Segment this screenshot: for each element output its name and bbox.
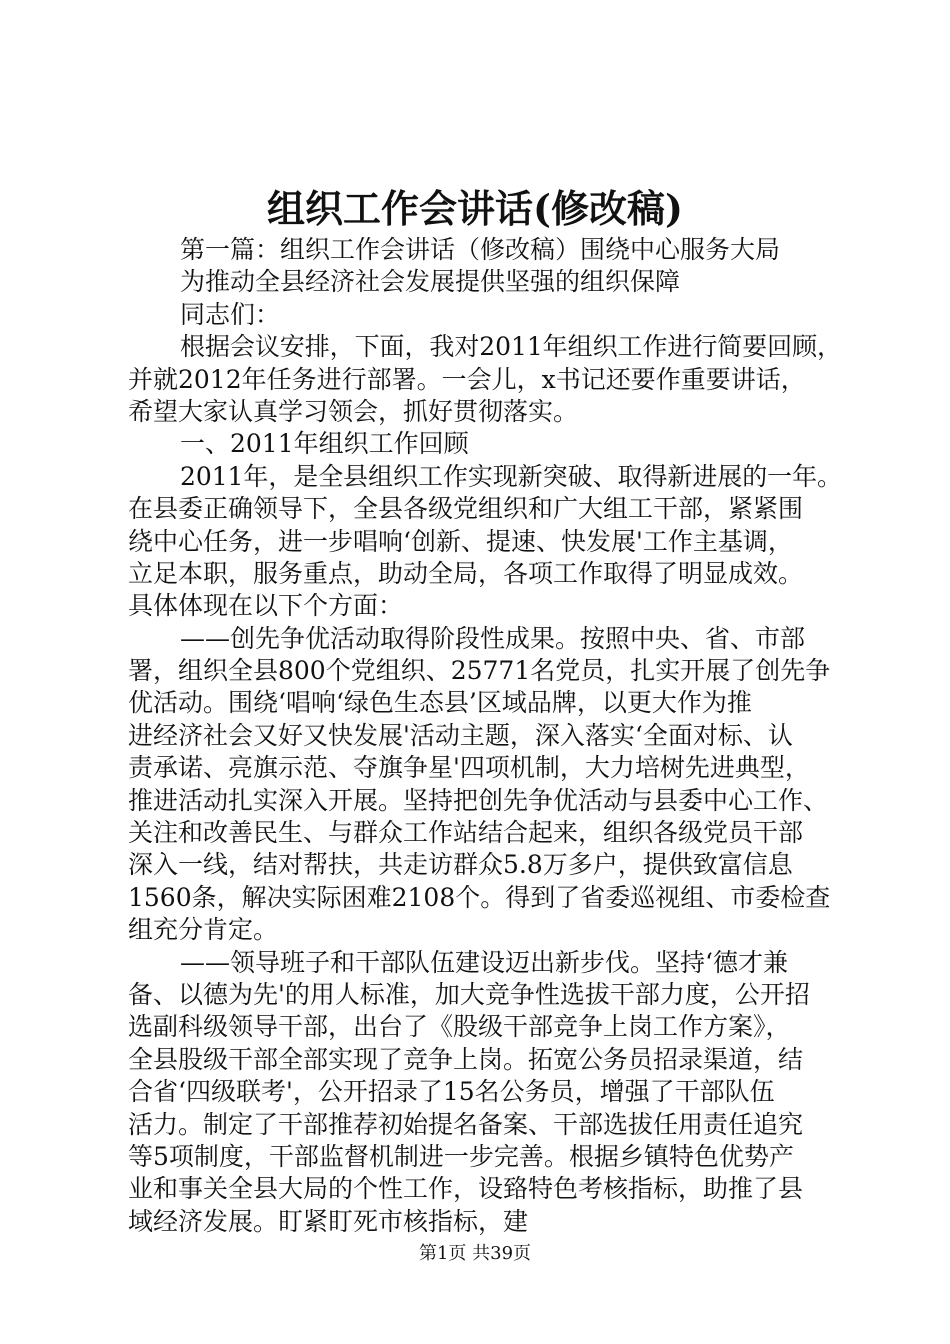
body-line: 责承诺、亮旗示范、夺旗争星'四项机制，大力培树先进典型， [128, 753, 810, 783]
body-line: 并就2012年任务进行部署。一会儿，x书记还要作重要讲话， [128, 364, 806, 394]
body-line: 业和事关全县大局的个性工作，设臵特色考核指标，助推了县 [128, 1174, 804, 1204]
body-line: 根据会议安排，下面，我对2011年组织工作进行简要回顾， [180, 332, 842, 362]
body-line: 在县委正确领导下，全县各级党组织和广大组工干部，紧紧围 [128, 494, 804, 524]
document-body [128, 234, 842, 1238]
body-line: 优活动。围绕‘唱响‘绿色生态县’区域品牌，以更大作为推 [128, 688, 752, 718]
body-line: 合省‘四级联考'，公开招录了15名公务员，增强了干部队伍 [128, 1077, 775, 1107]
body-line: 署，组织全县800个党组织、25771名党员，扎实开展了创先争 [128, 656, 831, 686]
body-line: 进经济社会又好又快发展'活动主题，深入落实‘全面对标、认 [128, 720, 793, 750]
body-line: 一、2011年组织工作回顾 [180, 429, 469, 459]
page-footer: 第1页 共39页 [418, 1243, 532, 1264]
body-line: 1560条，解决实际困难2108个。得到了省委巡视组、市委检查 [128, 882, 831, 912]
body-line: 2011年，是全县组织工作实现新突破、取得新进展的一年。 [180, 461, 842, 491]
body-line: ——创先争优活动取得阶段性成果。按照中央、省、市部 [180, 623, 806, 653]
document-title: 组织工作会讲话(修改稿) [267, 186, 683, 231]
body-line: 组充分肯定。 [128, 915, 279, 945]
body-line: 域经济发展。盯紧盯死市核指标，建 [128, 1206, 529, 1236]
body-line: 关注和改善民生、与群众工作站结合起来，组织各级党员干部 [128, 818, 804, 848]
body-line: 活力。制定了干部推荐初始提名备案、干部选拔任用责任追究 [128, 1109, 804, 1139]
body-line: 具体体现在以下个方面： [128, 591, 404, 621]
body-line: 备、以德为先'的用人标准，加大竞争性选拔干部力度，公开招 [128, 979, 810, 1009]
body-line: ——领导班子和干部队伍建设迈出新步伐。坚持‘德才兼 [180, 947, 788, 977]
body-line: 推进活动扎实深入开展。坚持把创先争优活动与县委中心工作、 [128, 785, 829, 815]
body-line: 全县股级干部全部实现了竞争上岗。拓宽公务员招录渠道，结 [128, 1044, 804, 1074]
body-line: 选副科级领导干部，出台了《股级干部竞争上岗工作方案》， [128, 1012, 791, 1042]
body-line: 第一篇：组织工作会讲话（修改稿）围绕中心服务大局 [180, 235, 781, 264]
body-line: 绕中心任务，进一步唱响‘创新、提速、快发展'工作主基调， [128, 526, 793, 556]
body-line: 同志们： [180, 299, 281, 329]
body-line: 希望大家认真学习领会，抓好贯彻落实。 [128, 396, 579, 426]
body-line: 为推动全县经济社会发展提供坚强的组织保障 [180, 267, 681, 297]
body-line: 深入一线，结对帮扶，共走访群众5.8万多户，提供致富信息 [128, 850, 793, 880]
body-line: 等5项制度，干部监督机制进一步完善。根据乡镇特色优势产 [128, 1141, 794, 1171]
body-line: 立足本职，服务重点，助动全局，各项工作取得了明显成效。 [128, 558, 804, 588]
